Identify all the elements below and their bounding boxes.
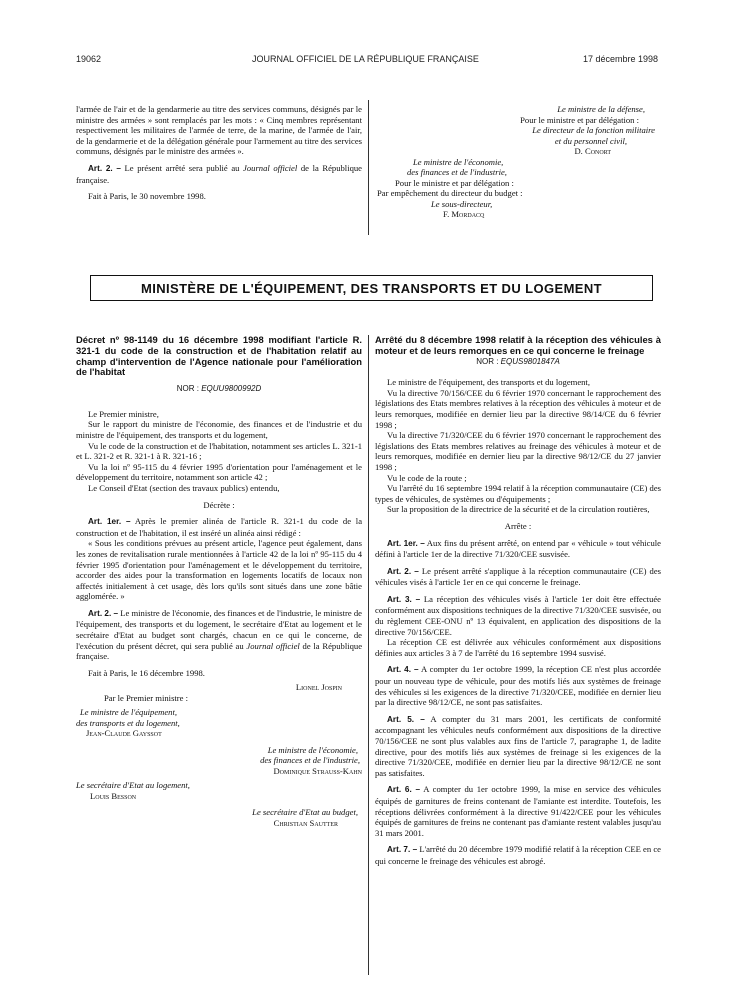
paragraph: Le Premier ministre, xyxy=(88,408,159,419)
paragraph: Vu la loi nº 95-115 du 4 février 1995 d'orientation pour l'aménagement et le développement du territoire, notamment son article 42 ; xyxy=(76,461,362,483)
article-text: A compter du 1er octobre 1999, la mise en service des véhicules équipés de garnitures de freins contenant de l'amiante est interdite. Toutefois, les réceptions délivrées conformément à la directive 91/422/CEE pour les véhicules équipés de garnitures de freins ne contenant pas d'amiante restent valables jusqu'au 31 mars 2001. xyxy=(375,784,661,838)
article-2 xyxy=(375,566,661,588)
delegation-line: Par le Premier ministre : xyxy=(104,692,189,703)
column-divider xyxy=(368,335,369,975)
paragraph: Sur la proposition de la directrice de la sécurité et de la circulation routières, xyxy=(387,504,650,515)
nor-code: EQUS9801847A xyxy=(500,356,560,366)
article-4 xyxy=(375,664,661,707)
article-2-top xyxy=(76,163,362,185)
article-label: Art. 7. – xyxy=(387,845,418,855)
article-text: Aux fins du présent arrêté, on entend par « véhicule » tout véhicule défini à l'article 1er de la directive 71/320/CEE susvisée. xyxy=(375,537,661,560)
signatory-name: Christian Sautter xyxy=(273,817,338,828)
signatory-name: F. Mordacq xyxy=(443,209,485,219)
article-text: de la République française. xyxy=(76,640,363,662)
paragraph: Vu la directive 70/156/CEE du 6 février 1970 concernant le rapprochement des législations des Etats membres relatives à la réception des véhicules à moteur et de leurs remorques, modifiée en dernier lieu par la directive 98/14/CE du 6 février 1998 ; xyxy=(375,387,661,430)
column-divider xyxy=(368,100,369,235)
quoted-paragraph: « Sous les conditions prévues au présent article, l'agence peut également, dans les zones de revitalisation rurale mentionnées à l'article 42 de la loi nº 95-115 du 4 février 1995 d'orientation pour l'aménagement et le développement du territoire, accorder des aides pour la transformation en logements locatifs de locaux non affectés initialement à cet usage, dès lors qu'ils sont situés dans une zone bâtie agglomérée. » xyxy=(76,538,362,602)
journal-title: JOURNAL OFFICIEL DE LA RÉPUBLIQUE FRANÇAISE xyxy=(252,54,479,64)
article-label: Art. 1er. – xyxy=(387,538,425,548)
signatory-title: Le ministre de l'équipement, xyxy=(80,707,177,718)
signatory-name: Dominique Strauss-Kahn xyxy=(273,765,362,776)
signatory-name: Jean-Claude Gayssot xyxy=(86,728,162,739)
article-text: de la République française. xyxy=(76,162,362,185)
signatory-title: Le secrétaire d'Etat au budget, xyxy=(252,807,358,818)
article-text: Après le premier alinéa de l'article R. 321-1 du code de la construction et de l'habitation, il est inséré un alinéa ainsi rédigé : xyxy=(76,516,363,538)
signatory-title: des finances et de l'industrie, xyxy=(407,167,507,177)
article-1 xyxy=(76,516,362,538)
paragraph: La réception CE est délivrée aux véhicules conformément aux dispositions définies aux articles 3 à 7 de l'arrêté du 16 septembre 1994 susvisé. xyxy=(375,637,661,658)
paragraph: Vu l'arrêté du 16 septembre 1994 relatif à la réception communautaire (CE) des types de véhicules, de systèmes ou d'équipements ; xyxy=(375,483,661,504)
top-left-column xyxy=(76,104,362,202)
paragraph: l'armée de l'air et de la gendarmerie au titre des services communs, désignés par le ministre des armées » sont remplacés par les mots : « Cinq membres représentant respectivement les militaires de l'armée de terre, de la marine, de l'armée de l'air, de la gendarmerie et de la délégation générale pour l'armement au titre des services communs, désignés par le ministre des armées ». xyxy=(76,104,362,157)
article-label: Art. 6. – xyxy=(387,785,421,795)
signatory-title: Le ministre de l'économie, xyxy=(413,156,504,167)
signatory-name: D. Conort xyxy=(574,146,611,156)
signatory-name: Lionel Jospin xyxy=(295,682,342,693)
signatory-title: des transports et du logement, xyxy=(76,717,180,728)
paragraph: Le Conseil d'Etat (section des travaux publics) entendu, xyxy=(88,482,280,493)
journal-ref: Journal officiel xyxy=(246,640,300,651)
signatory-title: Le directeur de la fonction militaire xyxy=(532,125,655,135)
nor-reference xyxy=(375,357,661,368)
article-2 xyxy=(76,608,362,662)
paragraph: Vu la directive 71/320/CEE du 6 février 1970 concernant le rapprochement des législations des Etats membres relatives au freinage des véhicules à moteur et de leurs remorques, modifiée en dernier lieu par la directive 98/12/CE du 27 janvier 1998 ; xyxy=(375,430,661,472)
delegation-line: Pour le ministre et par délégation : xyxy=(520,114,639,125)
signatory-title: des finances et de l'industrie, xyxy=(260,755,360,766)
article-label: Art. 2. – xyxy=(88,608,119,618)
article-text: La réception des véhicules visés à l'article 1er doit être effectuée conformément aux dispositions techniques de la directive 71/320/CEE susvisée, ou du règlement CEE-ONU nº 13 équivalent, en application des dispositions de la directive 70/156/CEE. xyxy=(375,593,661,637)
decree-column xyxy=(76,335,362,828)
nor-label: NOR : xyxy=(476,356,501,366)
paragraph: Vu le code de la construction et de l'habitation, notamment ses articles L. 321-1 et L. 321-2 et R. 321-1 à R. 321-16 ; xyxy=(76,440,362,462)
delegation-line: Par empêchement du directeur du budget : xyxy=(377,188,523,198)
article-text: A compter du 1er octobre 1999, la réception CE n'est plus accordée pour un nouveau type de véhicule, pour des motifs liés aux systèmes de freinage des véhicules si les exigences de la directive 71/320/CEE, modifiée en dernier lieu par la directive 98/12/CE, ne sont pas satisfaites. xyxy=(375,664,661,708)
signatory-name: Louis Besson xyxy=(90,790,137,801)
article-text: Le présent arrêté sera publié au xyxy=(120,162,244,173)
paragraph: Le ministre de l'équipement, des transports et du logement, xyxy=(387,377,590,388)
decrete-heading: Décrète : xyxy=(203,499,235,510)
journal-ref: Journal officiel xyxy=(243,162,298,173)
article-label: Art. 3. – xyxy=(387,594,421,604)
article-label: Art. 2. – xyxy=(387,566,419,576)
decree-signatures xyxy=(76,682,362,828)
paragraph: Vu le code de la route ; xyxy=(387,472,467,483)
done-at: Fait à Paris, le 16 décembre 1998. xyxy=(88,667,205,678)
signatory-title: Le ministre de la défense, xyxy=(557,104,645,114)
arrete-column xyxy=(375,335,661,867)
signatory-title: Le ministre de l'économie, xyxy=(267,744,358,755)
article-label: Art. 1er. – xyxy=(88,517,131,527)
article-1 xyxy=(375,538,661,560)
ministry-heading: MINISTÈRE DE L'ÉQUIPEMENT, DES TRANSPORTS ET DU LOGEMENT xyxy=(90,275,653,301)
paragraph: Sur le rapport du ministre de l'économie, des finances et de l'industrie et du ministre de l'équipement, des transports et du logement, xyxy=(76,419,362,440)
article-label: Art. 5. – xyxy=(387,714,425,724)
article-3 xyxy=(375,594,661,637)
article-text: Le ministre de l'économie, des finances et de l'industrie, le ministre de l'équipement, des transports et du logement, le secrétaire d'Etat au logement et le secrétaire d'Etat au budget sont chargés, chacun en ce qui le concerne, de l'exécution du présent décret, qui sera publié au xyxy=(76,607,362,651)
signatory-title: Le secrétaire d'Etat au logement, xyxy=(76,780,190,791)
issue-date: 17 décembre 1998 xyxy=(582,54,658,64)
article-text: L'arrêté du 20 décembre 1979 modifié relatif à la réception CEE en ce qui concerne le freinage des véhicules est abrogé. xyxy=(375,844,661,866)
nor-code: EQUU9800992D xyxy=(201,384,262,394)
article-label: Art. 4. – xyxy=(387,665,419,675)
done-at: Fait à Paris, le 30 novembre 1998. xyxy=(88,191,206,202)
decree-title: Décret nº 98-1149 du 16 décembre 1998 modifiant l'article R. 321-1 du code de la construction et de l'habitation relatif au champ d'intervention de l'Agence nationale pour l'amélioration de l'habitat xyxy=(76,334,362,378)
page-number: 19062 xyxy=(76,54,102,64)
nor-label: NOR : xyxy=(176,384,202,394)
article-6 xyxy=(375,784,661,838)
delegation-line: Pour le ministre et par délégation : xyxy=(395,177,514,188)
top-right-signatures xyxy=(375,104,661,220)
arrete-title: Arrêté du 8 décembre 1998 relatif à la réception des véhicules à moteur et de leurs remorques en ce qui concerne le freinage xyxy=(375,334,661,356)
signatory-title: et du personnel civil, xyxy=(554,135,627,146)
nor-reference xyxy=(76,384,362,395)
article-5 xyxy=(375,714,661,779)
article-text: A compter du 31 mars 2001, les certificats de conformité accompagnant les véhicules neufs conformément aux dispositions de la directive 70/156/CEE ne sont plus valables aux fins de l'article 7, paragraphe 1, de ladite directive, pour des motifs liés aux systèmes de freinage si les exigences de la directive 71/320/CEE, modifiée en dernier lieu par la directive 98/12/CE ne sont pas satisfaites. xyxy=(375,713,661,778)
arrete-heading: Arrête : xyxy=(504,520,532,531)
article-7 xyxy=(375,844,661,866)
article-label: Art. 2. – xyxy=(88,163,121,173)
signatory-title: Le sous-directeur, xyxy=(431,198,493,209)
article-text: Le présent arrêté s'applique à la réception communautaire (CE) des véhicules visés à l'article 1er en ce qui concerne le freinage. xyxy=(375,565,661,588)
